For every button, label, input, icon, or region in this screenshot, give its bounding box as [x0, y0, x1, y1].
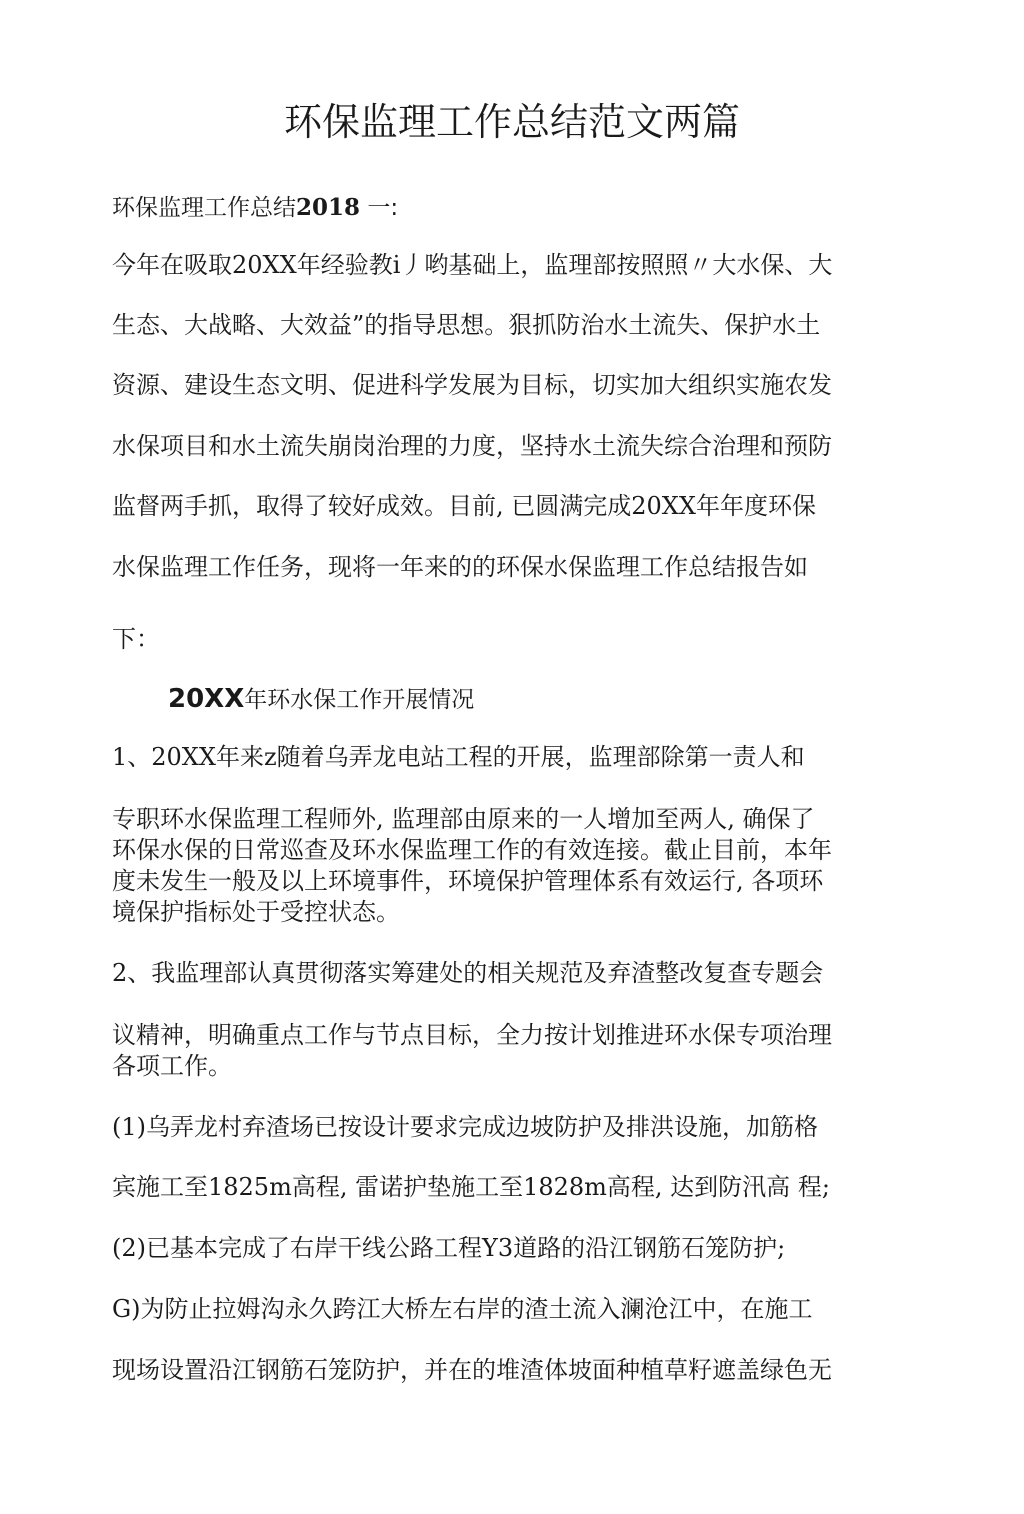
subheading: [112, 193, 398, 223]
item-1-line-3: 环保水保的日常巡查及环水保监理工作的有效连接。截止目前，本年: [112, 836, 832, 864]
item-1-line-4: 度未发生一般及以上环境事件，环境保护管理体系有效运行, 各项环: [112, 867, 824, 895]
subheading-prefix: 环保监理工作总结: [112, 195, 296, 221]
sub-item-3-line-2: 现场设置沿江钢筋石笼防护，并在的堆渣体坡面种植草籽遮盖绿色无: [112, 1356, 832, 1384]
item-1-line-2: 专职环水保监理工程师外, 监理部由原来的一人增加至两人, 确保了: [112, 805, 815, 833]
intro-line-5: 监督两手抓，取得了较好成效。目前, 已圆满完成20XX年年度环保: [112, 492, 816, 520]
intro-line-7: 下：: [112, 625, 160, 653]
intro-line-4: 水保项目和水土流失崩岗治理的力度，坚持水土流失综合治理和预防: [112, 432, 832, 460]
section-heading-year: 20XX: [168, 684, 245, 714]
sub-item-3-line-1: G)为防止拉姆沟永久跨江大桥左右岸的渣土流入澜沧江中，在施工: [112, 1295, 813, 1323]
subheading-year: 2018: [296, 194, 361, 221]
item-2-line-1: 2、我监理部认真贯彻落实筹建处的相关规范及弃渣整改复查专题会: [112, 959, 824, 987]
subheading-suffix: 一:: [360, 195, 399, 221]
section-heading-text: 年环水保工作开展情况: [244, 687, 475, 713]
sub-item-1-line-1: (1)乌弄龙村弃渣场已按设计要求完成边坡防护及排洪设施，加筋格: [112, 1113, 818, 1141]
intro-line-2: 生态、大战略、大效益”的指导思想。狠抓防治水土流失、保护水土: [112, 311, 821, 339]
item-2-line-3: 各项工作。: [112, 1052, 232, 1080]
item-1-line-5: 境保护指标处于受控状态。: [112, 898, 400, 926]
item-1-line-1: 1、20XX年来z随着乌弄龙电站工程的开展，监理部除第一责人和: [112, 743, 805, 771]
document-title: 环保监理工作总结范文两篇: [283, 100, 740, 144]
intro-line-6: 水保监理工作任务，现将一年来的的环保水保监理工作总结报告如: [112, 553, 808, 581]
intro-line-3: 资源、建设生态文明、促进科学发展为目标，切实加大组织实施农发: [112, 371, 832, 399]
sub-item-1-line-2: 宾施工至1825m高程, 雷诺护垫施工至1828m高程, 达到防汛高 程;: [112, 1173, 830, 1201]
item-2-line-2: 议精神，明确重点工作与节点目标，全力按计划推进环水保专项治理: [112, 1021, 832, 1049]
section-heading: [168, 684, 474, 715]
sub-item-2-line: (2)已基本完成了右岸干线公路工程Y3道路的沿江钢筋石笼防护;: [112, 1234, 786, 1262]
intro-line-1: 今年在吸取20XX年经验教i丿哟基础上，监理部按照照〃大水保、大: [112, 251, 833, 279]
